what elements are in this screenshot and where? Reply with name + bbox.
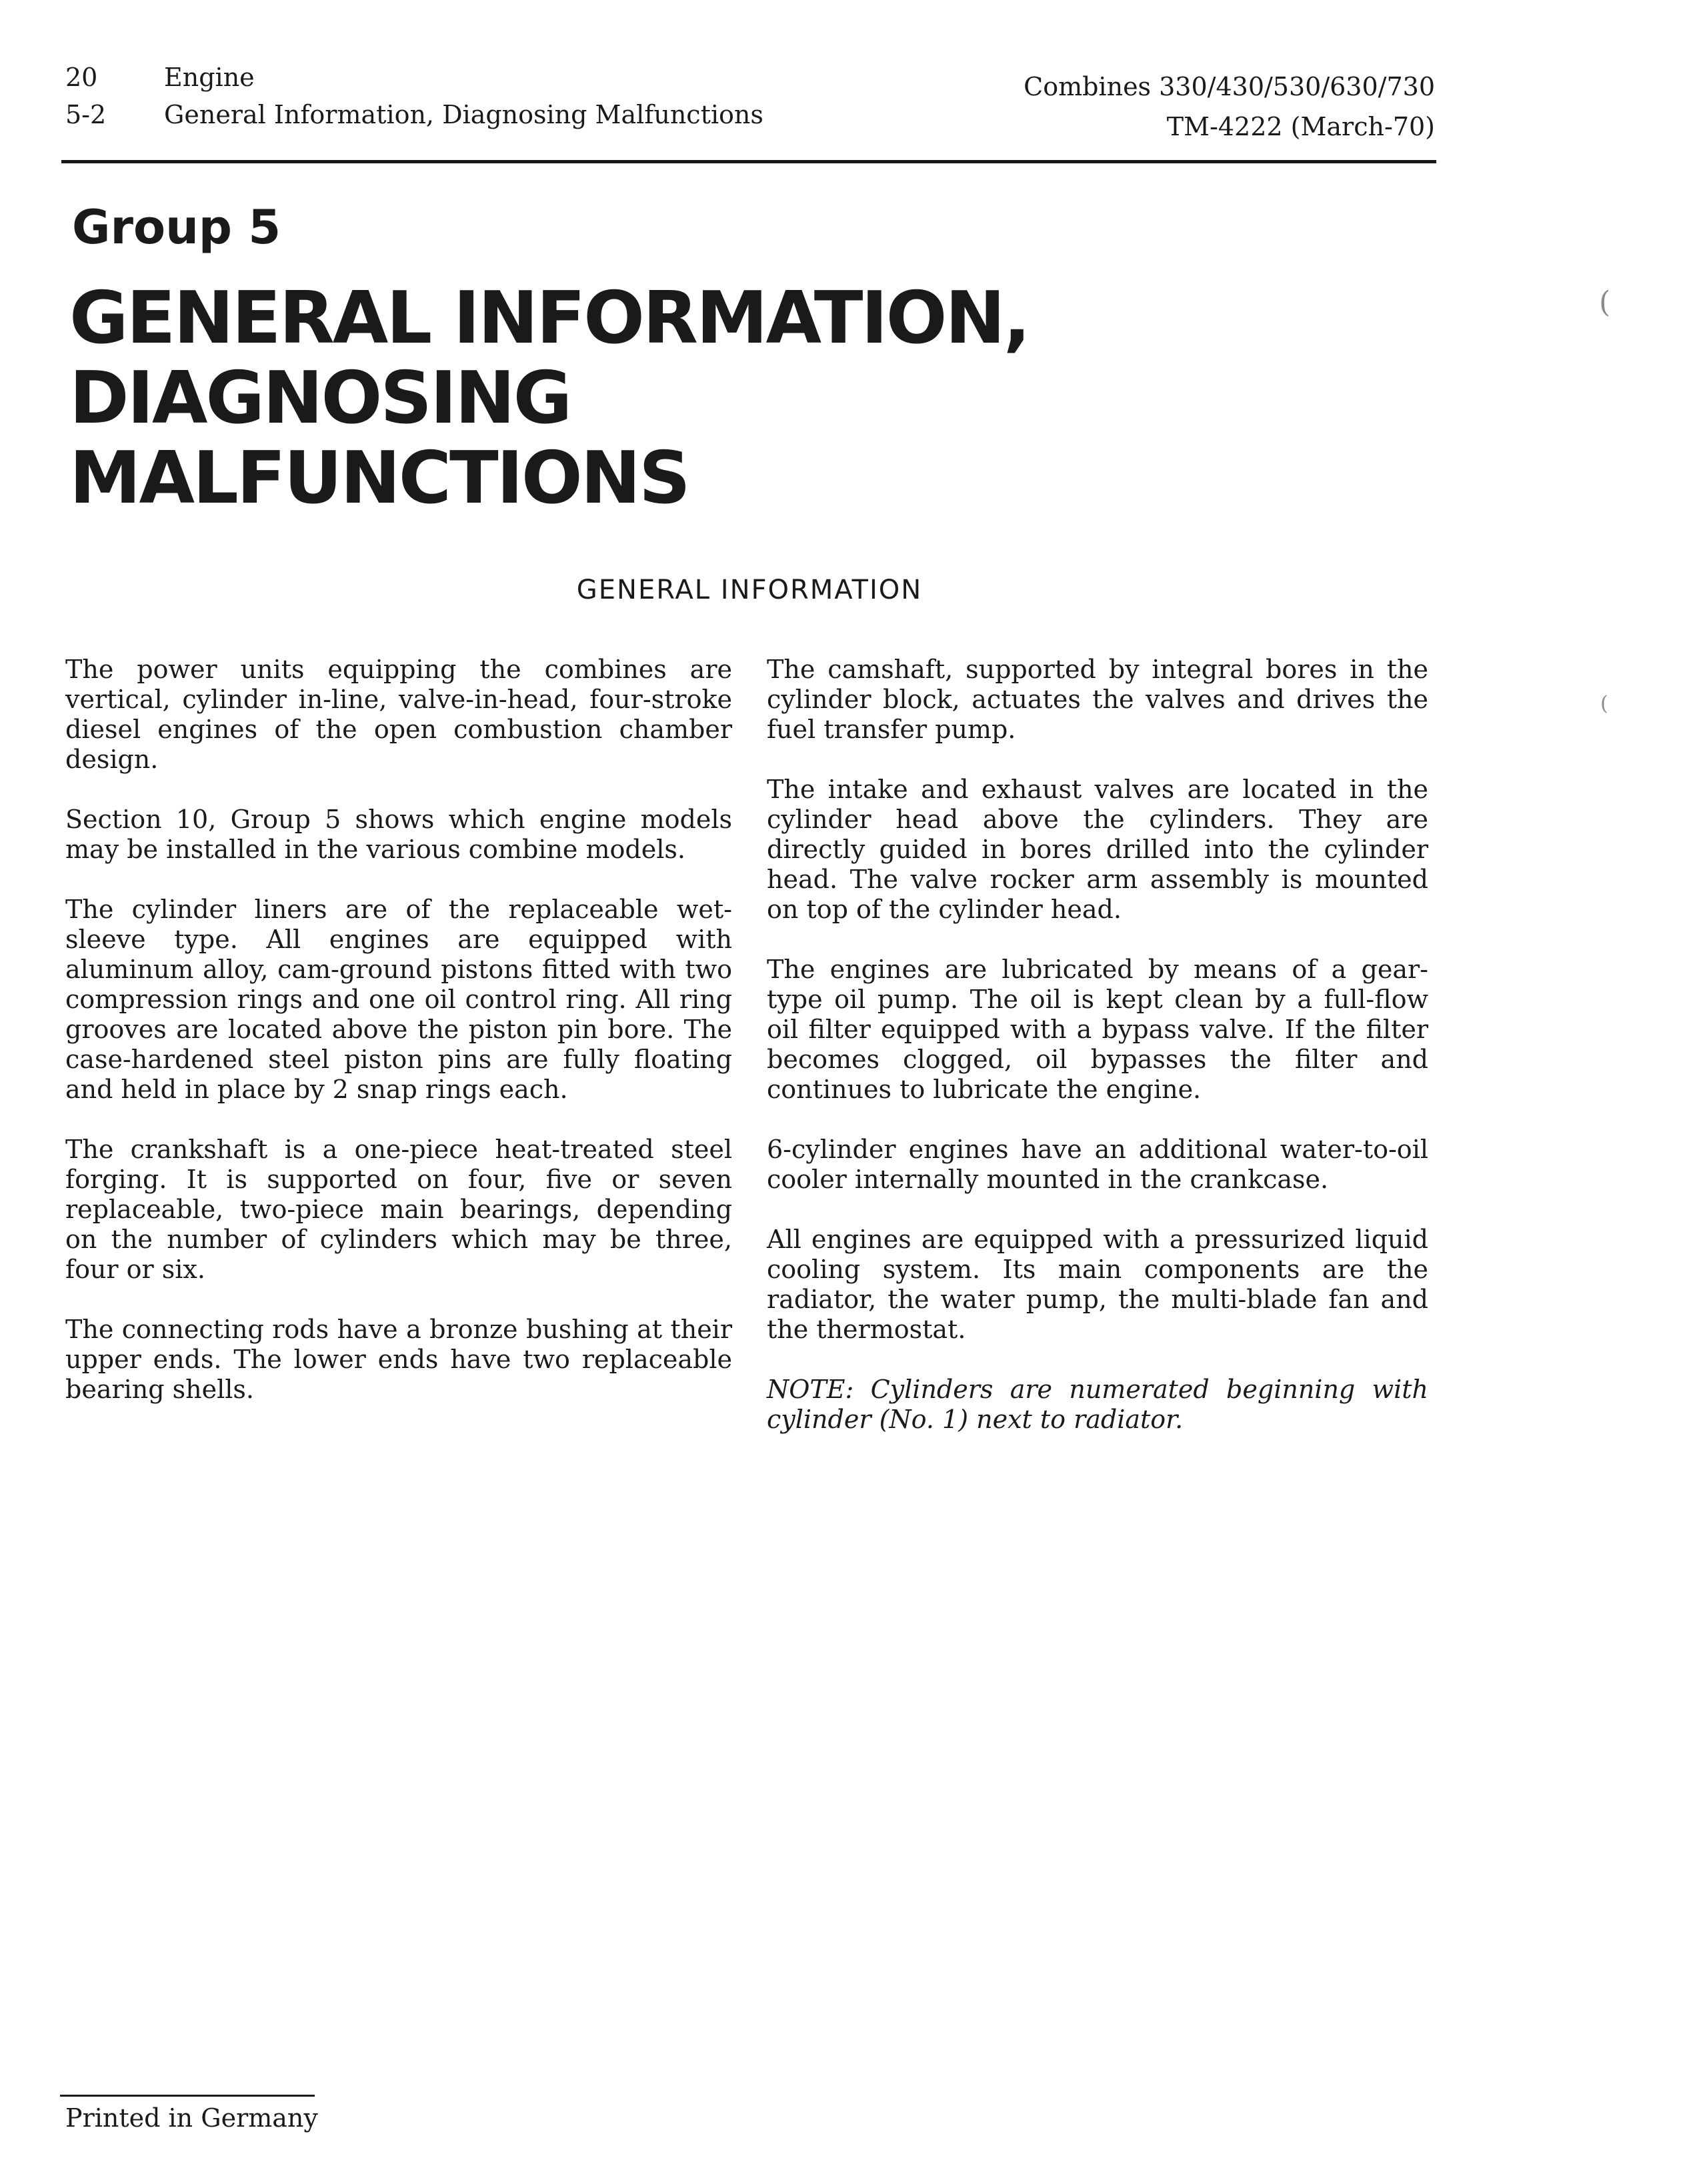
- manual-models: Combines 330/430/530/630/730: [1024, 72, 1435, 101]
- chapter-number: 20: [65, 63, 98, 92]
- page-number: 5-2: [65, 100, 107, 129]
- paragraph: The camshaft, supported by integral bores in the cylinder block, actuates the valves and drives the fuel transfer pump.: [767, 655, 1428, 744]
- paragraph: The intake and exhaust valves are located in the cylinder head above the cylinders. They are directly guided in bores drilled into the cylinder head. The valve rocker arm assembly is mounted on top of the cylinder head.: [767, 775, 1428, 924]
- paragraph: The engines are lubricated by means of a gear-type oil pump. The oil is kept clean by a full-flow oil filter equipped with a bypass valve. If the filter becomes clogged, oil bypasses the filter and continues to lubricate the engine.: [767, 955, 1428, 1104]
- manual-number: TM-4222 (March-70): [1166, 112, 1435, 141]
- paragraph: All engines are equipped with a pressurized liquid cooling system. Its main components are the radiator, the water pump, the multi-blade fan and the thermostat.: [767, 1225, 1428, 1344]
- header-row-chapter: [65, 59, 763, 96]
- left-column: [65, 655, 732, 1435]
- title-line: MALFUNCTIONS: [69, 437, 689, 520]
- note-paragraph: NOTE: Cylinders are numerated beginning with cylinder (No. 1) next to radiator.: [767, 1375, 1428, 1434]
- running-header-left: [65, 59, 763, 133]
- page-title: [69, 279, 1029, 519]
- right-column: [767, 655, 1428, 1465]
- running-header-right: [1024, 67, 1435, 147]
- paragraph: The crankshaft is a one-piece heat-treated steel forging. It is supported on four, five or seven replaceable, two-piece main bearings, depending on the number of cylinders which may be three, four or six.: [65, 1135, 732, 1284]
- printed-in-label: Printed in Germany: [65, 2103, 318, 2133]
- title-line: GENERAL INFORMATION,: [69, 277, 1029, 360]
- paragraph: The connecting rods have a bronze bushing at their upper ends. The lower ends have two replaceable bearing shells.: [65, 1315, 732, 1404]
- paragraph: The cylinder liners are of the replaceable wet-sleeve type. All engines are equipped with aluminum alloy, cam-ground pistons fitted with two compression rings and one oil control ring. All ring grooves are located above the piston pin bore. The case-hardened steel piston pins are fully floating and held in place by 2 snap rings each.: [65, 895, 732, 1104]
- group-label: Group 5: [72, 200, 281, 255]
- paragraph: The power units equipping the combines are vertical, cylinder in-line, valve-in-head, four-stroke diesel engines of the open combustion chamber design.: [65, 655, 732, 774]
- paragraph: 6-cylinder engines have an additional water-to-oil cooler internally mounted in the crankcase.: [767, 1135, 1428, 1194]
- header-row-section: [65, 96, 763, 133]
- paragraph: Section 10, Group 5 shows which engine models may be installed in the various combine models.: [65, 805, 732, 864]
- binder-hole-mark: (: [1599, 285, 1611, 319]
- section-heading: GENERAL INFORMATION: [576, 575, 923, 605]
- title-line: DIAGNOSING: [69, 357, 571, 440]
- section-title: General Information, Diagnosing Malfunctions: [164, 100, 763, 129]
- header-rule: [61, 160, 1436, 163]
- chapter-title: Engine: [164, 63, 255, 92]
- footer-rule: [60, 2095, 315, 2097]
- binder-hole-mark: (: [1600, 692, 1608, 715]
